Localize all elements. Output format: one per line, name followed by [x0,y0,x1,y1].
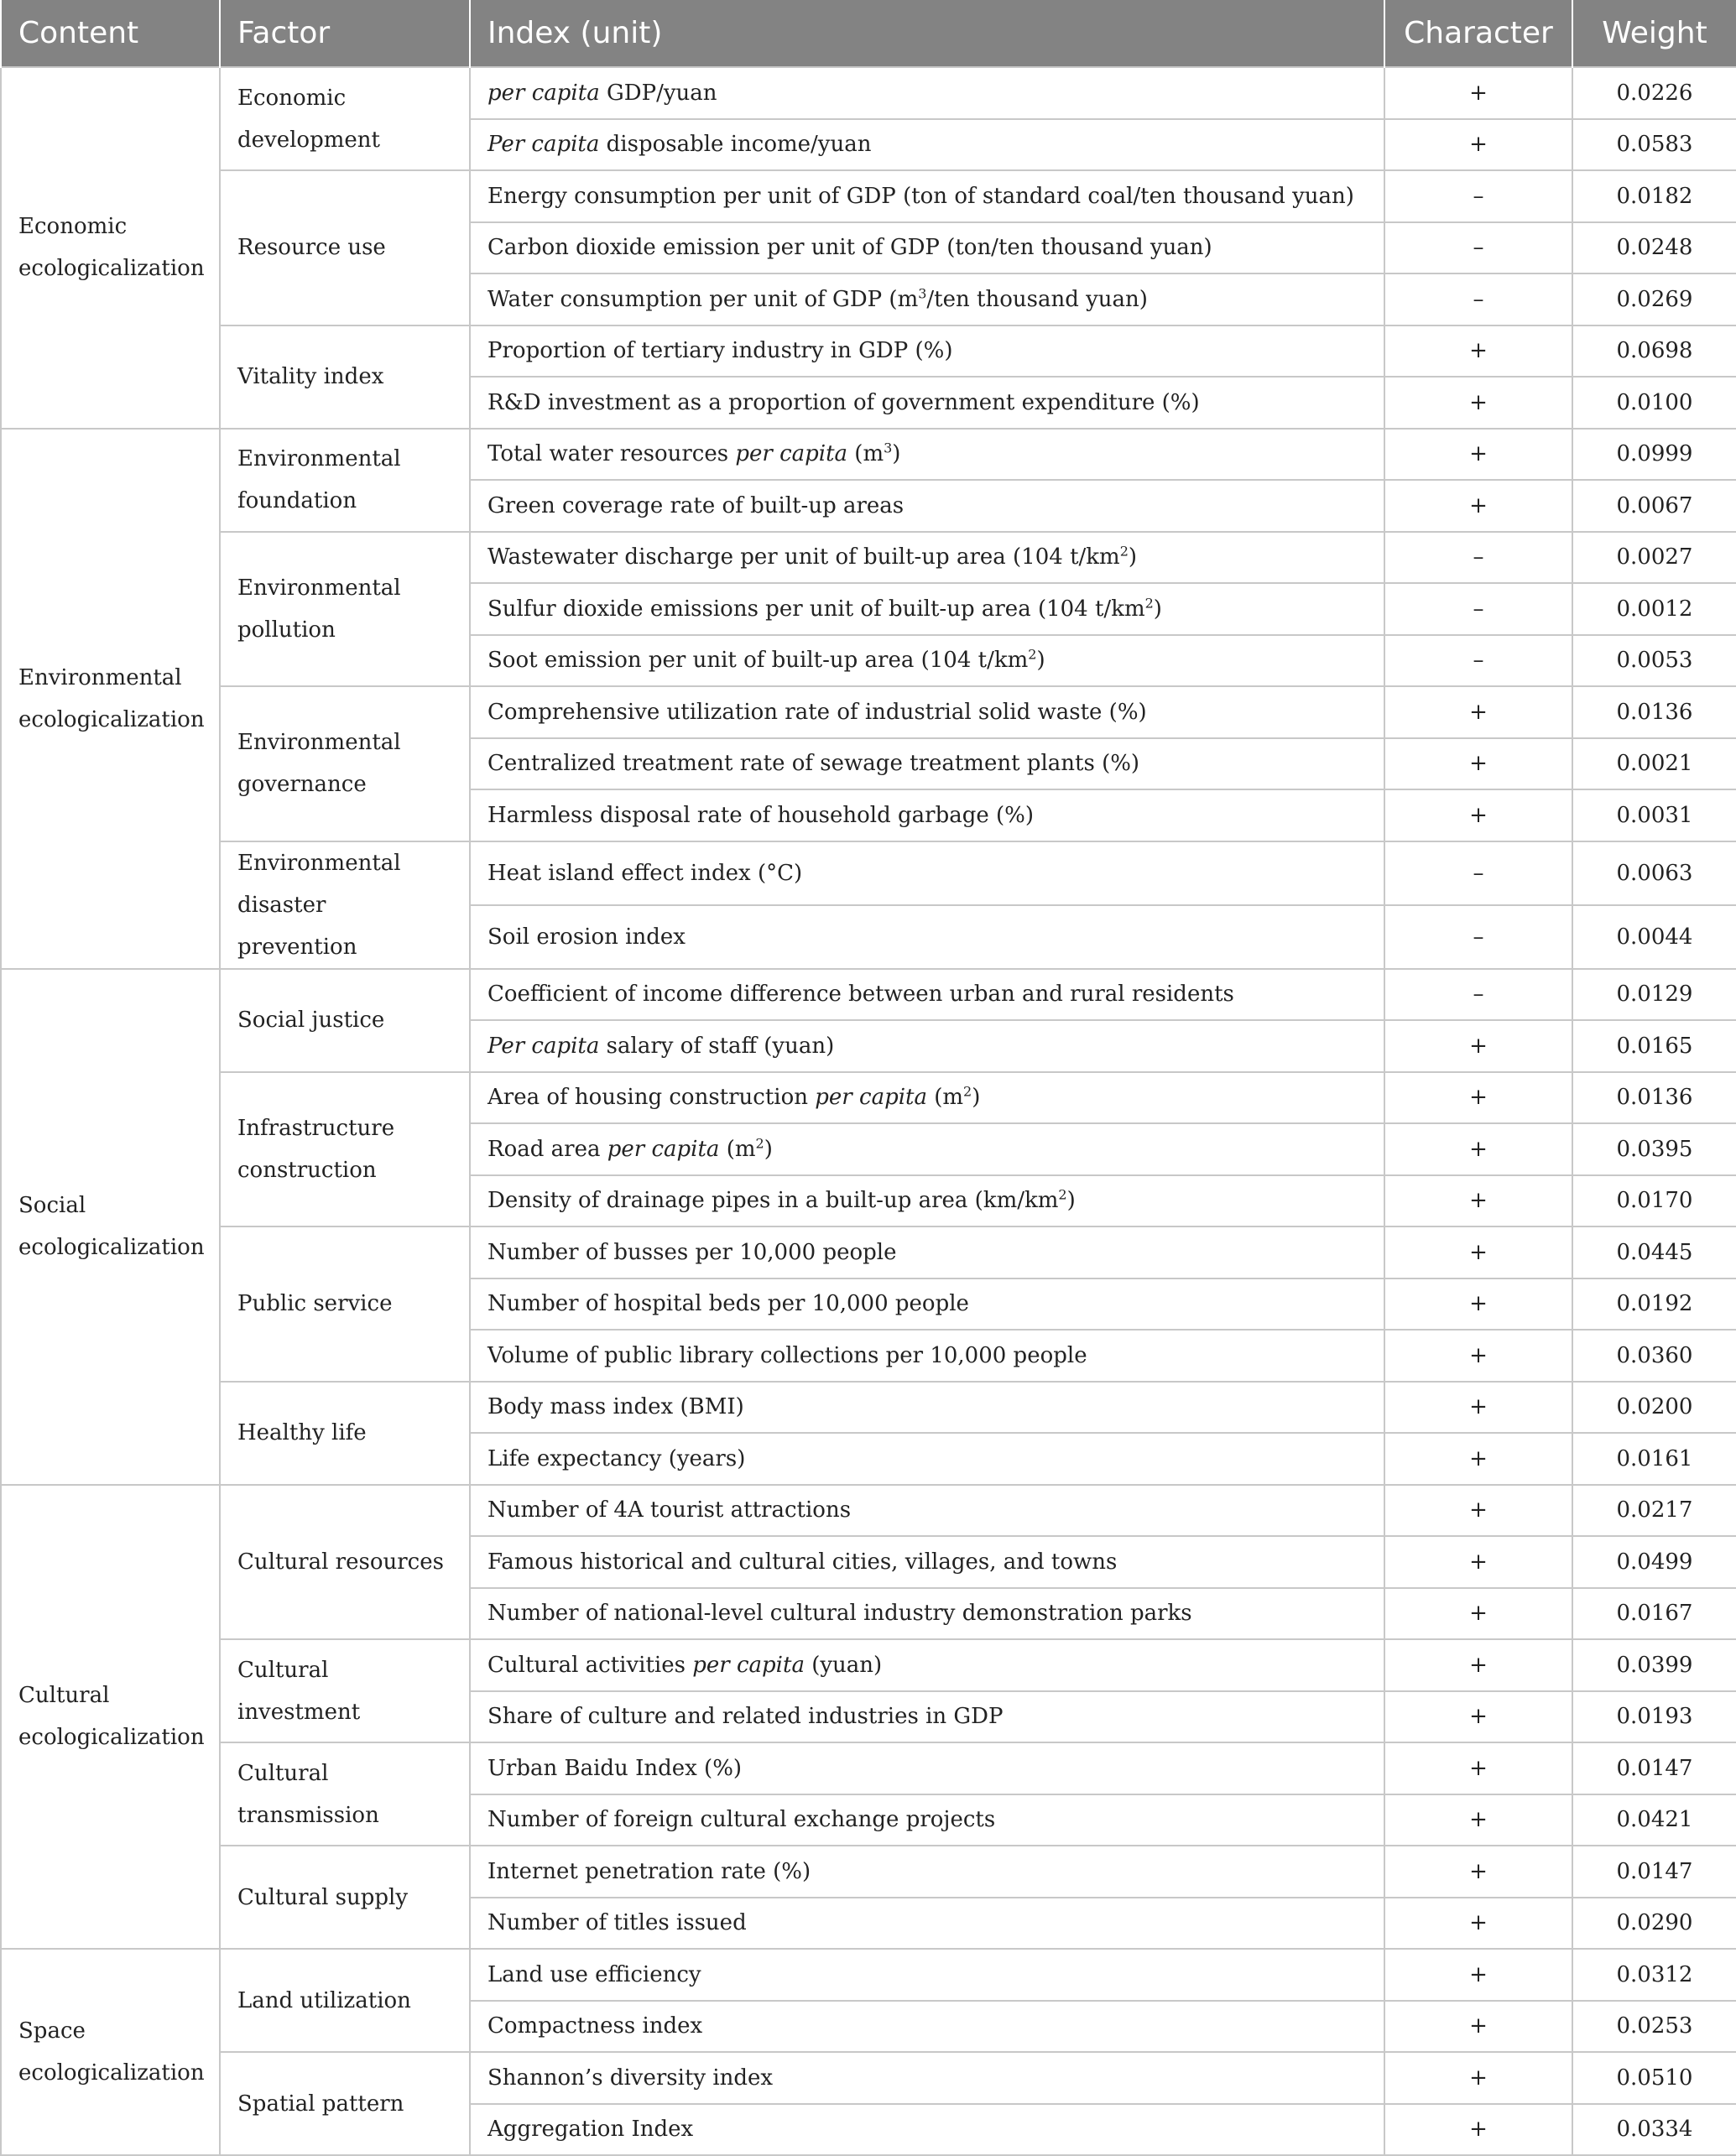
weight-cell: 0.0290 [1572,1898,1736,1950]
index-cell: per capita GDP/yuan [470,67,1384,119]
character-cell: + [1384,377,1572,429]
character-cell: – [1384,273,1572,325]
table-row [1,325,1736,378]
character-cell: + [1384,2052,1572,2104]
table-row [1,1485,1736,1537]
factor-cell: Environmental governance [220,686,470,841]
character-cell: + [1384,686,1572,738]
header-content: Content [1,0,220,67]
factor-cell: Spatial pattern [220,2052,470,2155]
header-index: Index (unit) [470,0,1384,67]
header-row [1,0,1736,67]
index-cell: Land use efficiency [470,1949,1384,2001]
weight-cell: 0.0334 [1572,2104,1736,2156]
table-row [1,532,1736,584]
weight-cell: 0.0031 [1572,789,1736,841]
weight-cell: 0.0165 [1572,1020,1736,1072]
index-cell: Harmless disposal rate of household garbage (%) [470,789,1384,841]
weight-cell: 0.0044 [1572,905,1736,969]
weight-cell: 0.0399 [1572,1639,1736,1691]
factor-cell: Resource use [220,170,470,325]
index-cell: Life expectancy (years) [470,1433,1384,1485]
character-cell: + [1384,1278,1572,1331]
character-cell: + [1384,1175,1572,1227]
weight-cell: 0.0021 [1572,738,1736,790]
weight-cell: 0.0200 [1572,1382,1736,1434]
content-cell: Cultural ecologicalization [1,1485,220,1950]
table-row [1,686,1736,738]
index-cell: Coefficient of income difference between urban and rural residents [470,969,1384,1021]
character-cell: + [1384,1123,1572,1175]
weight-cell: 0.0192 [1572,1278,1736,1331]
weight-cell: 0.0067 [1572,480,1736,532]
index-cell: Sulfur dioxide emissions per unit of built-up area (104 $t/km^2$) [470,583,1384,635]
table-row [1,429,1736,481]
weight-cell: 0.0167 [1572,1588,1736,1640]
character-cell: + [1384,1072,1572,1124]
index-cell: Centralized treatment rate of sewage treatment plants (%) [470,738,1384,790]
index-cell: Urban Baidu Index (%) [470,1742,1384,1794]
index-cell: R&D investment as a proportion of government expenditure (%) [470,377,1384,429]
table-row [1,1639,1736,1691]
index-cell: Share of culture and related industries in GDP [470,1691,1384,1743]
character-cell: + [1384,1226,1572,1278]
index-cell: Cultural activities per capita (yuan) [470,1639,1384,1691]
weight-cell: 0.0312 [1572,1949,1736,2001]
character-cell: + [1384,1639,1572,1691]
weight-cell: 0.0421 [1572,1794,1736,1846]
character-cell: + [1384,119,1572,171]
table-row [1,841,1736,905]
weight-cell: 0.0999 [1572,429,1736,481]
table-row [1,2052,1736,2104]
factor-cell: Cultural transmission [220,1742,470,1846]
factor-cell: Environmental foundation [220,429,470,532]
index-cell: Total water resources per capita $(m^3)$ [470,429,1384,481]
character-cell: – [1384,969,1572,1021]
index-cell: Number of 4A tourist attractions [470,1485,1384,1537]
weight-cell: 0.0395 [1572,1123,1736,1175]
index-cell: Area of housing construction per capita $(m^2)$ [470,1072,1384,1124]
character-cell: – [1384,170,1572,222]
index-cell: Wastewater discharge per unit of built-up area (104 $t/km^2$) [470,532,1384,584]
character-cell: + [1384,1742,1572,1794]
character-cell: – [1384,532,1572,584]
weight-cell: 0.0217 [1572,1485,1736,1537]
weight-cell: 0.0063 [1572,841,1736,905]
table-row [1,1226,1736,1278]
index-cell: Famous historical and cultural cities, villages, and towns [470,1536,1384,1588]
content-cell: Economic ecologicalization [1,67,220,429]
weight-cell: 0.0226 [1572,67,1736,119]
weight-cell: 0.0269 [1572,273,1736,325]
character-cell: + [1384,1020,1572,1072]
factor-cell: Infrastructure construction [220,1072,470,1227]
character-cell: – [1384,905,1572,969]
character-cell: + [1384,738,1572,790]
character-cell: – [1384,583,1572,635]
header-character: Character [1384,0,1572,67]
weight-cell: 0.0027 [1572,532,1736,584]
weight-cell: 0.0583 [1572,119,1736,171]
character-cell: – [1384,635,1572,687]
factor-cell: Cultural resources [220,1485,470,1640]
factor-cell: Cultural investment [220,1639,470,1742]
character-cell: + [1384,1382,1572,1434]
index-cell: Number of foreign cultural exchange projects [470,1794,1384,1846]
weight-cell: 0.0129 [1572,969,1736,1021]
factor-cell: Environmental pollution [220,532,470,687]
table-row [1,1949,1736,2001]
weight-cell: 0.0147 [1572,1846,1736,1898]
weight-cell: 0.0499 [1572,1536,1736,1588]
weight-cell: 0.0253 [1572,2001,1736,2053]
table-row [1,1742,1736,1794]
weight-cell: 0.0161 [1572,1433,1736,1485]
factor-cell: Economic development [220,67,470,170]
character-cell: – [1384,841,1572,905]
index-cell: Carbon dioxide emission per unit of GDP (ton/ten thousand yuan) [470,222,1384,274]
weight-cell: 0.0698 [1572,325,1736,378]
header-factor: Factor [220,0,470,67]
table-body [1,67,1736,2155]
index-cell: Internet penetration rate (%) [470,1846,1384,1898]
weight-cell: 0.0445 [1572,1226,1736,1278]
weight-cell: 0.0182 [1572,170,1736,222]
character-cell: + [1384,2104,1572,2156]
index-cell: Per capita disposable income/yuan [470,119,1384,171]
weight-cell: 0.0012 [1572,583,1736,635]
factor-cell: Cultural supply [220,1846,470,1949]
weight-cell: 0.0053 [1572,635,1736,687]
weight-cell: 0.0248 [1572,222,1736,274]
character-cell: + [1384,1949,1572,2001]
index-cell: Aggregation Index [470,2104,1384,2156]
index-cell: Number of busses per 10,000 people [470,1226,1384,1278]
index-cell: Soil erosion index [470,905,1384,969]
character-cell: + [1384,67,1572,119]
table-row [1,67,1736,119]
factor-cell: Social justice [220,969,470,1072]
index-cell: Shannon’s diversity index [470,2052,1384,2104]
index-cell: Proportion of tertiary industry in GDP (%) [470,325,1384,378]
index-cell: Density of drainage pipes in a built-up area $(km/km^2)$ [470,1175,1384,1227]
content-cell: Environmental ecologicalization [1,429,220,969]
factor-cell: Environmental disaster prevention [220,841,470,969]
content-cell: Social ecologicalization [1,969,220,1485]
index-cell: Number of national-level cultural industry demonstration parks [470,1588,1384,1640]
index-cell: Per capita salary of staff (yuan) [470,1020,1384,1072]
weight-cell: 0.0170 [1572,1175,1736,1227]
character-cell: + [1384,429,1572,481]
factor-cell: Vitality index [220,325,470,429]
character-cell: + [1384,1588,1572,1640]
character-cell: + [1384,1485,1572,1537]
character-cell: + [1384,1846,1572,1898]
weight-cell: 0.0136 [1572,686,1736,738]
character-cell: + [1384,1794,1572,1846]
index-cell: Soot emission per unit of built-up area (104 $t/km^2$) [470,635,1384,687]
factor-cell: Land utilization [220,1949,470,2052]
character-cell: + [1384,1691,1572,1743]
index-cell: Compactness index [470,2001,1384,2053]
character-cell: + [1384,2001,1572,2053]
index-cell: Water consumption per unit of GDP ($m^3$/ten thousand yuan) [470,273,1384,325]
factor-cell: Public service [220,1226,470,1382]
table-row [1,1072,1736,1124]
table-row [1,170,1736,222]
character-cell: + [1384,1330,1572,1382]
weight-cell: 0.0510 [1572,2052,1736,2104]
character-cell: + [1384,1536,1572,1588]
index-cell: Road area per capita $(m^2)$ [470,1123,1384,1175]
factor-cell: Healthy life [220,1382,470,1485]
table-row [1,1382,1736,1434]
character-cell: + [1384,480,1572,532]
weight-cell: 0.0193 [1572,1691,1736,1743]
index-cell: Heat island effect index (°C) [470,841,1384,905]
index-cell: Number of titles issued [470,1898,1384,1950]
table-row [1,1846,1736,1898]
character-cell: + [1384,789,1572,841]
index-cell: Green coverage rate of built-up areas [470,480,1384,532]
index-cell: Energy consumption per unit of GDP (ton of standard coal/ten thousand yuan) [470,170,1384,222]
index-cell: Comprehensive utilization rate of industrial solid waste (%) [470,686,1384,738]
weight-cell: 0.0136 [1572,1072,1736,1124]
character-cell: – [1384,222,1572,274]
character-cell: + [1384,1433,1572,1485]
weight-cell: 0.0147 [1572,1742,1736,1794]
index-cell: Body mass index (BMI) [470,1382,1384,1434]
weight-cell: 0.0360 [1572,1330,1736,1382]
content-cell: Space ecologicalization [1,1949,220,2155]
header-weight: Weight [1572,0,1736,67]
character-cell: + [1384,1898,1572,1950]
weight-cell: 0.0100 [1572,377,1736,429]
table-row [1,969,1736,1021]
character-cell: + [1384,325,1572,378]
index-cell: Number of hospital beds per 10,000 people [470,1278,1384,1331]
index-cell: Volume of public library collections per 10,000 people [470,1330,1384,1382]
